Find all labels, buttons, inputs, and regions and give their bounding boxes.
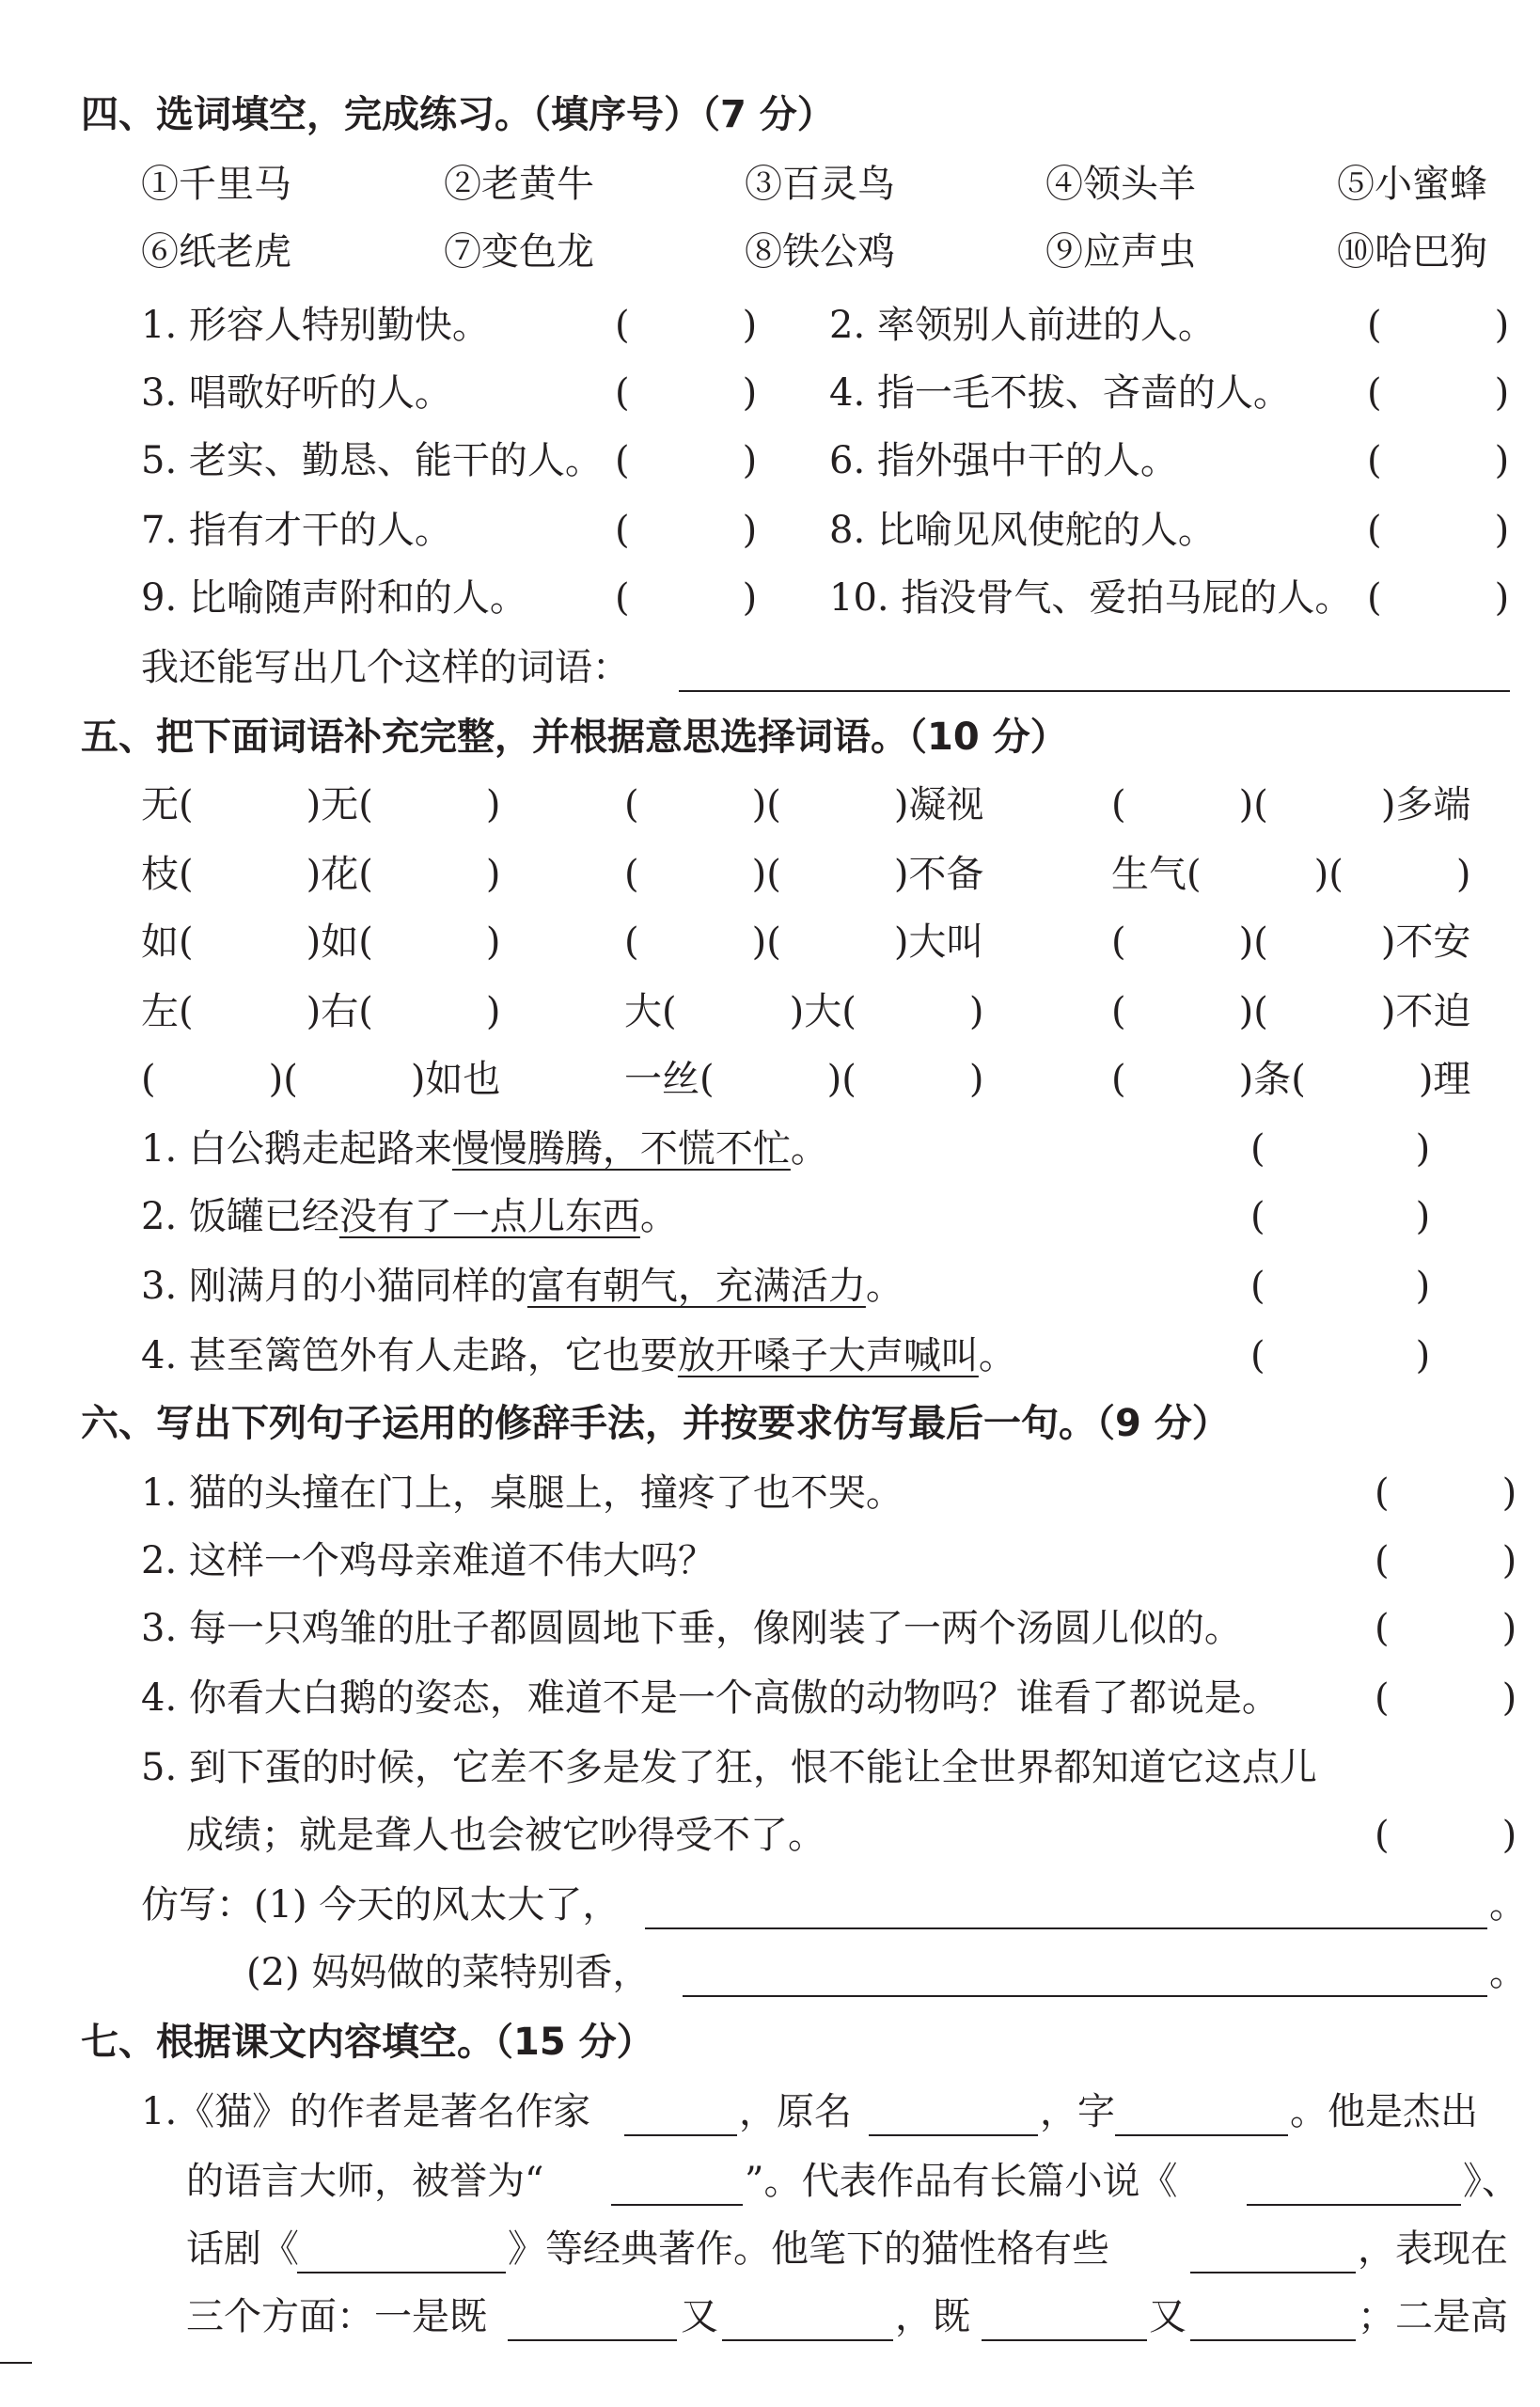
option: ⑨应声虫 xyxy=(1045,230,1196,274)
fill-blank-trait-3[interactable] xyxy=(982,2339,1147,2341)
fill-blank-title[interactable] xyxy=(611,2204,743,2206)
extra-words-label: 我还能写出几个这样的词语： xyxy=(141,646,630,689)
idiom-item[interactable]: ( )( )不备 xyxy=(624,853,984,896)
idiom-item[interactable]: 大( )大( ) xyxy=(624,990,984,1033)
fill-text: ，既 xyxy=(895,2295,970,2338)
underlined-phrase: 富有朝气，充满活力 xyxy=(526,1265,866,1308)
answer-paren[interactable]: ( ) xyxy=(615,576,758,620)
question: 10. 指没骨气、爱拍马屁的人。 xyxy=(829,576,1353,620)
answer-paren[interactable]: ( ) xyxy=(1250,1195,1431,1238)
fill-blank-novel[interactable] xyxy=(1247,2204,1461,2206)
rhetoric-sentence: 3. 每一只鸡雏的肚子都圆圆地下垂，像刚装了一两个汤圆儿似的。 xyxy=(141,1607,1242,1650)
answer-paren[interactable]: ( ) xyxy=(615,304,758,347)
option: ①千里马 xyxy=(141,163,291,206)
question: 9. 比喻随声附和的人。 xyxy=(141,576,527,620)
answer-paren[interactable]: ( ) xyxy=(615,439,758,482)
answer-paren[interactable]: ( ) xyxy=(1367,304,1510,347)
imitation-label-1: 仿写：(1) 今天的风太大了， xyxy=(141,1883,621,1927)
fill-text: ，表现在 xyxy=(1358,2227,1508,2271)
rhetoric-sentence-cont: 成绩；就是聋人也会被它吵得受不了。 xyxy=(186,1814,825,1857)
section-5-title: 五、把下面词语补充完整，并根据意思选择词语。（10 分） xyxy=(81,716,1068,759)
fill-text: ，字 xyxy=(1040,2090,1115,2133)
idiom-item[interactable]: 左( )右( ) xyxy=(141,990,501,1033)
rhetoric-sentence: 5. 到下蛋的时候，它差不多是发了狂，恨不能让全世界都知道它这点儿 xyxy=(141,1746,1317,1789)
question: 3. 唱歌好听的人。 xyxy=(141,371,452,415)
option: ⑧铁公鸡 xyxy=(745,230,895,274)
answer-paren[interactable]: ( ) xyxy=(1375,1539,1517,1582)
idiom-item[interactable]: 生气( )( ) xyxy=(1111,853,1471,896)
idiom-item[interactable]: 如( )如( ) xyxy=(141,920,501,964)
question: 5. 老实、勤恳、能干的人。 xyxy=(141,439,603,482)
answer-paren[interactable]: ( ) xyxy=(615,371,758,415)
section-4-title: 四、选词填空，完成练习。（填序号）（7 分） xyxy=(81,93,835,136)
sentence-end: 。 xyxy=(1489,1883,1527,1927)
idiom-item[interactable]: ( )条( )理 xyxy=(1111,1058,1471,1101)
answer-paren[interactable]: ( ) xyxy=(1367,576,1510,620)
answer-paren[interactable]: ( ) xyxy=(1367,439,1510,482)
answer-paren[interactable]: ( ) xyxy=(1250,1265,1431,1308)
answer-paren[interactable]: ( ) xyxy=(615,509,758,552)
section-7-title: 七、根据课文内容填空。（15 分） xyxy=(81,2021,654,2064)
sentence xyxy=(141,1264,904,1309)
question: 6. 指外强中干的人。 xyxy=(829,439,1178,482)
question: 7. 指有才干的人。 xyxy=(141,509,452,552)
idiom-item[interactable]: ( )( )如也 xyxy=(141,1058,501,1101)
extra-words-blank[interactable] xyxy=(679,690,1510,692)
imitation-blank-1[interactable] xyxy=(645,1927,1487,1929)
option: ③百灵鸟 xyxy=(745,163,895,206)
answer-paren[interactable]: ( ) xyxy=(1250,1334,1431,1377)
underlined-phrase: 没有了一点儿东西 xyxy=(338,1195,640,1238)
fill-text: 。他是杰出 xyxy=(1290,2090,1478,2133)
idiom-item[interactable]: ( )( )凝视 xyxy=(624,783,984,826)
answer-paren[interactable]: ( ) xyxy=(1375,1471,1517,1515)
fill-text: 三个方面：一是既 xyxy=(186,2295,487,2338)
sentence-end: 。 xyxy=(865,1265,904,1308)
sentence-end: 。 xyxy=(978,1334,1016,1377)
sentence-end: 。 xyxy=(1489,1951,1527,1994)
sentence xyxy=(141,1333,1016,1378)
page-edge-mark xyxy=(0,2362,32,2364)
sentence-text: 3. 刚满月的小猫同样的 xyxy=(141,1265,527,1308)
fill-blank-author[interactable] xyxy=(624,2134,737,2136)
sentence-end: 。 xyxy=(790,1127,828,1171)
section-6-title: 六、写出下列句子运用的修辞手法，并按要求仿写最后一句。（9 分） xyxy=(81,1402,1230,1445)
fill-text: 》等经典著作。他笔下的猫性格有些 xyxy=(508,2227,1109,2271)
option: ②老黄牛 xyxy=(444,163,594,206)
idiom-item[interactable]: 一丝( )( ) xyxy=(624,1058,984,1101)
idiom-item[interactable]: ( )( )大叫 xyxy=(624,920,984,964)
fill-blank-trait-4[interactable] xyxy=(1190,2339,1356,2341)
sentence-text: 1. 白公鹅走起路来 xyxy=(141,1127,452,1171)
fill-text: ，原名 xyxy=(739,2090,852,2133)
fill-blank-trait-2[interactable] xyxy=(722,2339,893,2341)
underlined-phrase: 慢慢腾腾，不慌不忙 xyxy=(451,1127,791,1171)
answer-paren[interactable]: ( ) xyxy=(1375,1607,1517,1650)
sentence xyxy=(141,1194,678,1239)
answer-paren[interactable]: ( ) xyxy=(1250,1127,1431,1171)
answer-paren[interactable]: ( ) xyxy=(1367,371,1510,415)
underlined-phrase: 放开嗓子大声喊叫 xyxy=(677,1334,979,1377)
option: ④领头羊 xyxy=(1045,163,1196,206)
question: 4. 指一毛不拔、吝啬的人。 xyxy=(829,371,1291,415)
option: ⑥纸老虎 xyxy=(141,230,291,274)
fill-blank-play[interactable] xyxy=(297,2272,506,2273)
fill-text: ”。代表作品有长篇小说《 xyxy=(745,2160,1178,2203)
sentence-text: 2. 饭罐已经 xyxy=(141,1195,339,1238)
fill-text: ；二是高 xyxy=(1358,2295,1508,2338)
fill-blank-character[interactable] xyxy=(1190,2272,1356,2273)
fill-blank-courtesy-name[interactable] xyxy=(1115,2134,1288,2136)
idiom-item[interactable]: 枝( )花( ) xyxy=(141,853,501,896)
idiom-item[interactable]: ( )( )不迫 xyxy=(1111,990,1471,1033)
answer-paren[interactable]: ( ) xyxy=(1375,1676,1517,1720)
answer-paren[interactable]: ( ) xyxy=(1375,1814,1517,1857)
fill-text: 又 xyxy=(1149,2295,1186,2338)
sentence-end: 。 xyxy=(639,1195,678,1238)
sentence-text: 4. 甚至篱笆外有人走路，它也要 xyxy=(141,1334,678,1377)
idiom-item[interactable]: ( )( )不安 xyxy=(1111,920,1471,964)
idiom-item[interactable]: ( )( )多端 xyxy=(1111,783,1471,826)
fill-blank-real-name[interactable] xyxy=(869,2134,1038,2136)
fill-text: 》、 xyxy=(1463,2160,1519,2203)
fill-text: 1.《猫》的作者是著名作家 xyxy=(141,2090,591,2133)
rhetoric-sentence: 2. 这样一个鸡母亲难道不伟大吗？ xyxy=(141,1539,715,1582)
fill-blank-trait-1[interactable] xyxy=(508,2339,677,2341)
idiom-item[interactable]: 无( )无( ) xyxy=(141,783,501,826)
rhetoric-sentence: 4. 你看大白鹅的姿态，难道不是一个高傲的动物吗？谁看了都说是。 xyxy=(141,1676,1280,1720)
question: 8. 比喻见风使舵的人。 xyxy=(829,509,1216,552)
imitation-label-2: (2) 妈妈做的菜特别香， xyxy=(246,1951,651,1994)
rhetoric-sentence: 1. 猫的头撞在门上，桌腿上，撞疼了也不哭。 xyxy=(141,1471,904,1515)
answer-paren[interactable]: ( ) xyxy=(1367,509,1510,552)
question: 1. 形容人特别勤快。 xyxy=(141,304,490,347)
sentence xyxy=(141,1126,828,1172)
option: ⑤小蜜蜂 xyxy=(1337,163,1487,206)
fill-text: 的语言大师，被誉为“ xyxy=(186,2160,544,2203)
imitation-blank-2[interactable] xyxy=(683,1995,1487,1997)
question: 2. 率领别人前进的人。 xyxy=(829,304,1216,347)
fill-text: 又 xyxy=(681,2295,718,2338)
fill-text: 话剧《 xyxy=(186,2227,299,2271)
option: ⑩哈巴狗 xyxy=(1337,230,1487,274)
option: ⑦变色龙 xyxy=(444,230,594,274)
